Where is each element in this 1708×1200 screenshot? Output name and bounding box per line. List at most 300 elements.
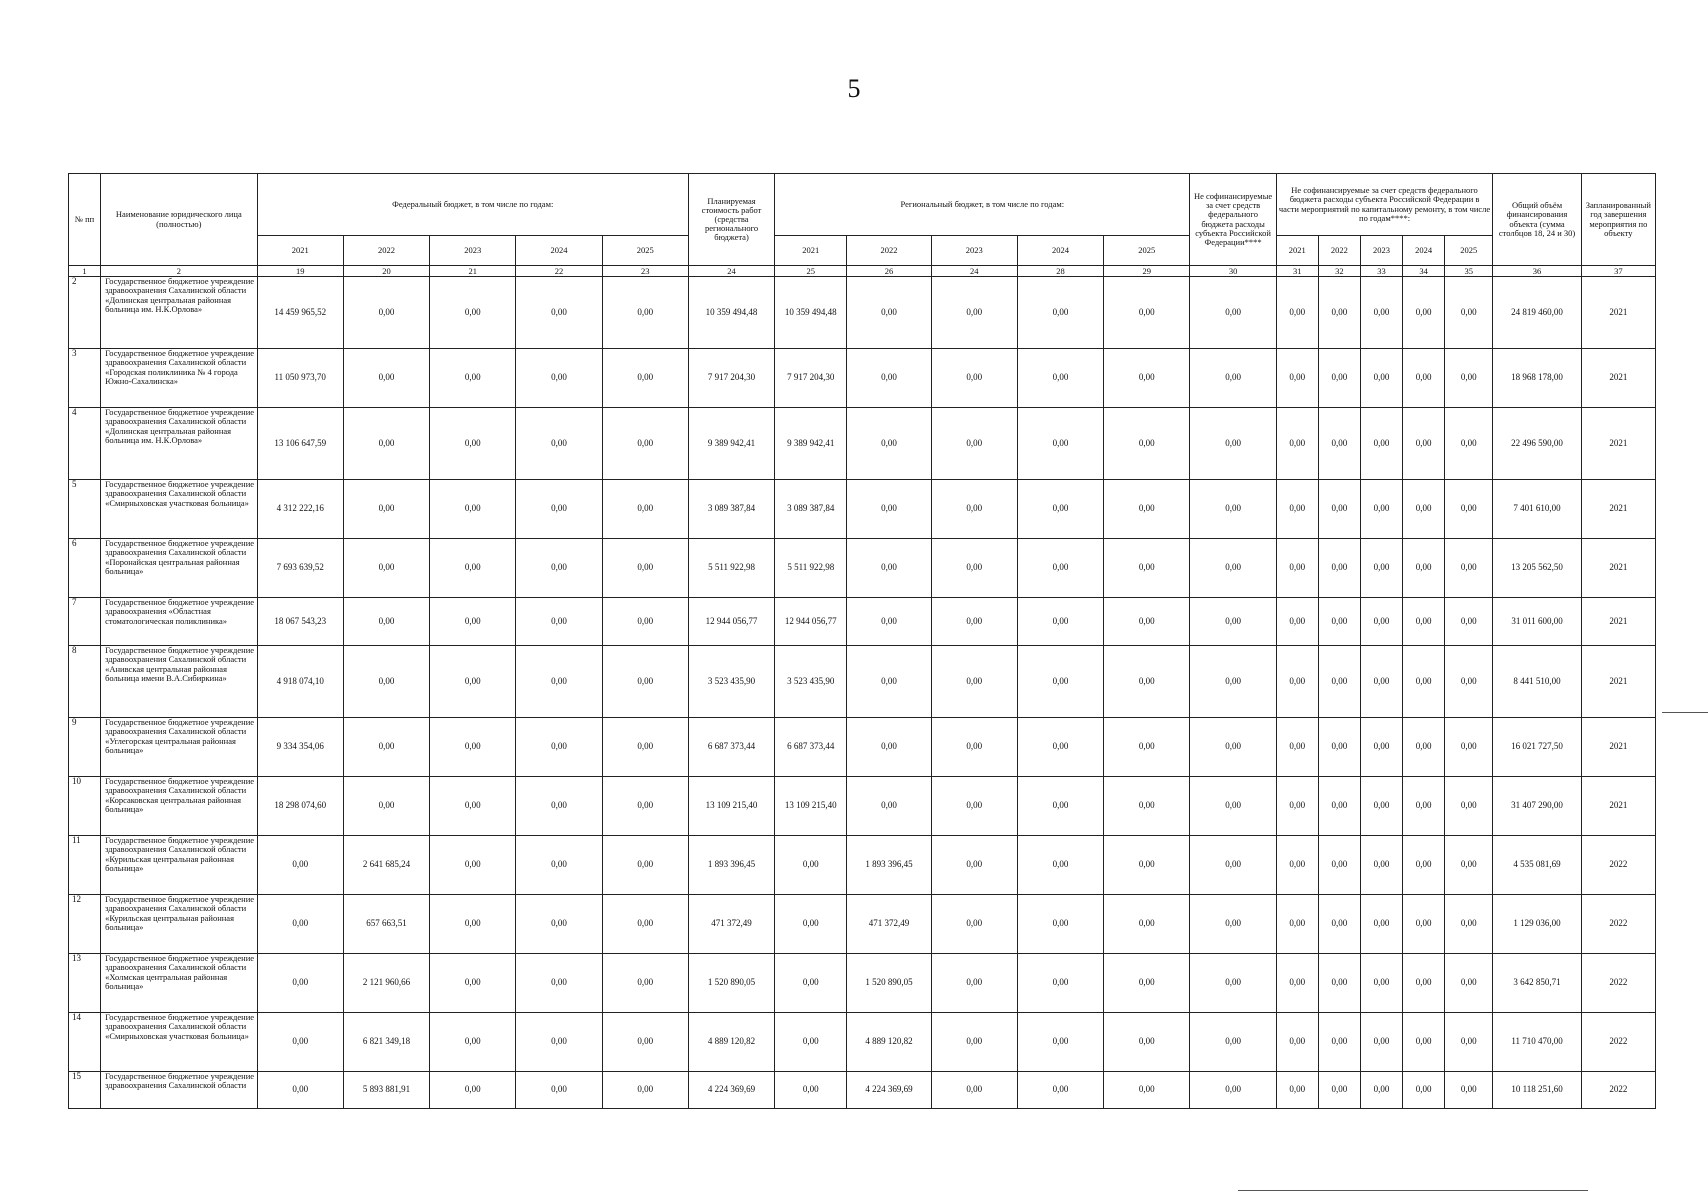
value-cell: 0,00 xyxy=(602,836,688,895)
value-cell: 0,00 xyxy=(516,718,602,777)
value-cell: 0,00 xyxy=(516,480,602,539)
value-cell: 0,00 xyxy=(1445,408,1493,480)
value-cell: 471 372,49 xyxy=(847,895,931,954)
value-cell: 0,00 xyxy=(602,777,688,836)
column-number-cell: 36 xyxy=(1493,266,1581,277)
budget-table xyxy=(68,173,1656,1109)
value-cell: 0,00 xyxy=(1403,646,1445,718)
value-cell: 0,00 xyxy=(343,349,429,408)
value-cell: 7 917 204,30 xyxy=(688,349,774,408)
budget-table-sheet xyxy=(68,173,1656,1109)
value-cell: 2 121 960,66 xyxy=(343,954,429,1013)
row-number: 6 xyxy=(69,539,101,598)
value-cell: 0,00 xyxy=(1017,954,1103,1013)
value-cell: 0,00 xyxy=(931,408,1017,480)
column-number-cell: 33 xyxy=(1360,266,1402,277)
header-year: 2022 xyxy=(1318,236,1360,266)
value-cell: 0,00 xyxy=(1017,718,1103,777)
value-cell: 0,00 xyxy=(1190,598,1276,646)
value-cell: 0,00 xyxy=(343,277,429,349)
value-cell: 0,00 xyxy=(1017,349,1103,408)
header-year: 2022 xyxy=(343,236,429,266)
value-cell: 4 889 120,82 xyxy=(688,1013,774,1072)
value-cell: 0,00 xyxy=(1276,408,1318,480)
value-cell: 18 298 074,60 xyxy=(257,777,343,836)
value-cell: 3 523 435,90 xyxy=(775,646,847,718)
value-cell: 0,00 xyxy=(516,598,602,646)
page-number: 5 xyxy=(847,74,861,103)
value-cell: 0,00 xyxy=(1276,277,1318,349)
column-number-cell: 30 xyxy=(1190,266,1276,277)
header-legal-entity-name: Наименование юридического лица (полностью) xyxy=(101,174,257,266)
value-cell: 0,00 xyxy=(931,718,1017,777)
value-cell: 8 441 510,00 xyxy=(1493,646,1581,718)
value-cell: 0,00 xyxy=(931,277,1017,349)
value-cell: 0,00 xyxy=(602,1013,688,1072)
value-cell: 0,00 xyxy=(931,777,1017,836)
value-cell: 0,00 xyxy=(931,836,1017,895)
value-cell: 0,00 xyxy=(1403,480,1445,539)
value-cell: 0,00 xyxy=(847,349,931,408)
value-cell: 6 821 349,18 xyxy=(343,1013,429,1072)
value-cell: 0,00 xyxy=(1190,349,1276,408)
value-cell: 0,00 xyxy=(1360,480,1402,539)
value-cell: 2 641 685,24 xyxy=(343,836,429,895)
value-cell: 0,00 xyxy=(343,598,429,646)
value-cell: 9 334 354,06 xyxy=(257,718,343,777)
value-cell: 0,00 xyxy=(257,836,343,895)
value-cell: 0,00 xyxy=(1276,646,1318,718)
value-cell: 0,00 xyxy=(1445,349,1493,408)
legal-entity-name: Государственное бюджетное учреждение здравоохранения Сахалинской области «Курильская центральная районная больница» xyxy=(101,836,257,895)
value-cell: 0,00 xyxy=(602,646,688,718)
value-cell: 0,00 xyxy=(430,408,516,480)
value-cell: 2022 xyxy=(1581,954,1655,1013)
legal-entity-name: Государственное бюджетное учреждение здравоохранения Сахалинской области «Поронайская центральная районная больница» xyxy=(101,539,257,598)
value-cell: 0,00 xyxy=(1445,895,1493,954)
value-cell: 0,00 xyxy=(1104,1072,1190,1109)
value-cell: 0,00 xyxy=(847,277,931,349)
value-cell: 0,00 xyxy=(1190,954,1276,1013)
value-cell: 0,00 xyxy=(847,480,931,539)
column-number-cell: 35 xyxy=(1445,266,1493,277)
value-cell: 0,00 xyxy=(847,408,931,480)
table-row xyxy=(69,895,1656,954)
column-number-cell: 26 xyxy=(847,266,931,277)
value-cell: 0,00 xyxy=(1190,895,1276,954)
header-planned-cost: Планируемая стоимость работ (средства регионального бюджета) xyxy=(688,174,774,266)
value-cell: 9 389 942,41 xyxy=(688,408,774,480)
value-cell: 0,00 xyxy=(257,1013,343,1072)
value-cell: 0,00 xyxy=(931,895,1017,954)
value-cell: 0,00 xyxy=(1190,277,1276,349)
value-cell: 6 687 373,44 xyxy=(775,718,847,777)
value-cell: 0,00 xyxy=(931,539,1017,598)
value-cell: 0,00 xyxy=(1104,539,1190,598)
value-cell: 0,00 xyxy=(516,1013,602,1072)
header-non-cofinanced: Не софинансируемые за счет средств федерального бюджета расходы субъекта Российской Федерации**** xyxy=(1190,174,1276,266)
value-cell: 0,00 xyxy=(1276,954,1318,1013)
value-cell: 0,00 xyxy=(1104,598,1190,646)
value-cell: 0,00 xyxy=(1318,954,1360,1013)
value-cell: 0,00 xyxy=(1360,895,1402,954)
value-cell: 0,00 xyxy=(1445,954,1493,1013)
header-planned-completion-year: Запланированный год завершения мероприятия по объекту xyxy=(1581,174,1655,266)
value-cell: 0,00 xyxy=(1276,895,1318,954)
value-cell: 0,00 xyxy=(430,718,516,777)
value-cell: 1 520 890,05 xyxy=(688,954,774,1013)
value-cell: 2021 xyxy=(1581,718,1655,777)
table-row xyxy=(69,1072,1656,1109)
value-cell: 0,00 xyxy=(1276,539,1318,598)
value-cell: 0,00 xyxy=(931,646,1017,718)
value-cell: 0,00 xyxy=(1104,777,1190,836)
value-cell: 0,00 xyxy=(257,1072,343,1109)
value-cell: 0,00 xyxy=(1445,646,1493,718)
value-cell: 14 459 965,52 xyxy=(257,277,343,349)
value-cell: 0,00 xyxy=(516,349,602,408)
legal-entity-name: Государственное бюджетное учреждение здравоохранения Сахалинской области «Смирныховская участковая больница» xyxy=(101,480,257,539)
value-cell: 0,00 xyxy=(1017,480,1103,539)
value-cell: 0,00 xyxy=(1318,777,1360,836)
value-cell: 0,00 xyxy=(430,1072,516,1109)
value-cell: 9 389 942,41 xyxy=(775,408,847,480)
value-cell: 10 118 251,60 xyxy=(1493,1072,1581,1109)
header-year: 2021 xyxy=(1276,236,1318,266)
value-cell: 0,00 xyxy=(1104,349,1190,408)
row-number: 11 xyxy=(69,836,101,895)
value-cell: 0,00 xyxy=(1360,598,1402,646)
value-cell: 0,00 xyxy=(516,777,602,836)
value-cell: 0,00 xyxy=(1360,539,1402,598)
value-cell: 0,00 xyxy=(602,277,688,349)
value-cell: 0,00 xyxy=(1190,646,1276,718)
value-cell: 0,00 xyxy=(847,777,931,836)
value-cell: 0,00 xyxy=(1104,836,1190,895)
header-non-cofinanced-by-year: Не софинансируемые за счет средств федерального бюджета расходы субъекта Российской Федерации в части мероприятий по капитальному ремонту, в том числе по годам****: xyxy=(1276,174,1493,236)
value-cell: 0,00 xyxy=(1276,1013,1318,1072)
value-cell: 0,00 xyxy=(1104,646,1190,718)
value-cell: 0,00 xyxy=(1190,777,1276,836)
value-cell: 0,00 xyxy=(1403,954,1445,1013)
value-cell: 0,00 xyxy=(1017,408,1103,480)
table-body xyxy=(69,277,1656,1109)
column-number-cell: 28 xyxy=(1017,266,1103,277)
value-cell: 0,00 xyxy=(1318,408,1360,480)
table-row xyxy=(69,349,1656,408)
table-row xyxy=(69,718,1656,777)
value-cell: 0,00 xyxy=(775,954,847,1013)
column-number-cell: 32 xyxy=(1318,266,1360,277)
value-cell: 0,00 xyxy=(516,895,602,954)
value-cell: 0,00 xyxy=(602,895,688,954)
value-cell: 0,00 xyxy=(343,539,429,598)
value-cell: 471 372,49 xyxy=(688,895,774,954)
value-cell: 24 819 460,00 xyxy=(1493,277,1581,349)
value-cell: 0,00 xyxy=(1360,1013,1402,1072)
value-cell: 0,00 xyxy=(1403,277,1445,349)
value-cell: 7 401 610,00 xyxy=(1493,480,1581,539)
table-row xyxy=(69,598,1656,646)
header-number: № пп xyxy=(69,174,101,266)
value-cell: 13 205 562,50 xyxy=(1493,539,1581,598)
value-cell: 31 407 290,00 xyxy=(1493,777,1581,836)
value-cell: 0,00 xyxy=(931,598,1017,646)
value-cell: 0,00 xyxy=(1017,598,1103,646)
value-cell: 0,00 xyxy=(1190,1072,1276,1109)
value-cell: 0,00 xyxy=(775,836,847,895)
table-row xyxy=(69,954,1656,1013)
value-cell: 0,00 xyxy=(1445,598,1493,646)
value-cell: 0,00 xyxy=(1276,598,1318,646)
value-cell: 2021 xyxy=(1581,777,1655,836)
value-cell: 31 011 600,00 xyxy=(1493,598,1581,646)
column-number-cell: 2 xyxy=(101,266,257,277)
value-cell: 0,00 xyxy=(343,408,429,480)
value-cell: 0,00 xyxy=(1318,718,1360,777)
value-cell: 0,00 xyxy=(1017,539,1103,598)
value-cell: 0,00 xyxy=(1445,539,1493,598)
value-cell: 0,00 xyxy=(1445,777,1493,836)
header-year: 2022 xyxy=(847,236,931,266)
value-cell: 18 067 543,23 xyxy=(257,598,343,646)
header-year: 2021 xyxy=(257,236,343,266)
value-cell: 0,00 xyxy=(1276,777,1318,836)
value-cell: 0,00 xyxy=(1017,1072,1103,1109)
value-cell: 0,00 xyxy=(1445,836,1493,895)
value-cell: 2022 xyxy=(1581,895,1655,954)
value-cell: 0,00 xyxy=(1276,349,1318,408)
value-cell: 6 687 373,44 xyxy=(688,718,774,777)
row-number: 5 xyxy=(69,480,101,539)
row-number: 13 xyxy=(69,954,101,1013)
header-federal-budget: Федеральный бюджет, в том числе по годам: xyxy=(257,174,688,236)
value-cell: 0,00 xyxy=(516,539,602,598)
value-cell: 0,00 xyxy=(1104,895,1190,954)
value-cell: 0,00 xyxy=(1017,777,1103,836)
value-cell: 0,00 xyxy=(1360,718,1402,777)
header-year: 2024 xyxy=(516,236,602,266)
value-cell: 0,00 xyxy=(1360,1072,1402,1109)
table-row xyxy=(69,836,1656,895)
column-number-cell: 34 xyxy=(1403,266,1445,277)
legal-entity-name: Государственное бюджетное учреждение здравоохранения Сахалинской области «Долинская центральная районная больница им. Н.К.Орлова» xyxy=(101,408,257,480)
column-number-cell: 31 xyxy=(1276,266,1318,277)
value-cell: 0,00 xyxy=(602,598,688,646)
value-cell: 13 106 647,59 xyxy=(257,408,343,480)
value-cell: 0,00 xyxy=(1190,836,1276,895)
value-cell: 0,00 xyxy=(1403,598,1445,646)
value-cell: 1 893 396,45 xyxy=(688,836,774,895)
value-cell: 0,00 xyxy=(1318,539,1360,598)
value-cell: 0,00 xyxy=(1360,954,1402,1013)
column-number-cell: 1 xyxy=(69,266,101,277)
value-cell: 0,00 xyxy=(1318,895,1360,954)
value-cell: 0,00 xyxy=(430,277,516,349)
value-cell: 0,00 xyxy=(1104,277,1190,349)
header-year: 2025 xyxy=(602,236,688,266)
value-cell: 0,00 xyxy=(1403,718,1445,777)
value-cell: 0,00 xyxy=(1403,895,1445,954)
value-cell: 0,00 xyxy=(1403,1072,1445,1109)
column-number-cell: 19 xyxy=(257,266,343,277)
value-cell: 2021 xyxy=(1581,408,1655,480)
value-cell: 0,00 xyxy=(1190,1013,1276,1072)
value-cell: 1 520 890,05 xyxy=(847,954,931,1013)
scan-artifact-line xyxy=(1662,712,1708,713)
value-cell: 12 944 056,77 xyxy=(775,598,847,646)
header-total-volume: Общий объём финансирования объекта (сумма столбцов 18, 24 и 30) xyxy=(1493,174,1581,266)
value-cell: 0,00 xyxy=(602,480,688,539)
value-cell: 0,00 xyxy=(1190,718,1276,777)
value-cell: 2021 xyxy=(1581,539,1655,598)
value-cell: 7 693 639,52 xyxy=(257,539,343,598)
table-row xyxy=(69,646,1656,718)
value-cell: 0,00 xyxy=(516,277,602,349)
value-cell: 0,00 xyxy=(1360,408,1402,480)
column-number-cell: 23 xyxy=(602,266,688,277)
legal-entity-name: Государственное бюджетное учреждение здравоохранения Сахалинской области xyxy=(101,1072,257,1109)
value-cell: 0,00 xyxy=(1104,718,1190,777)
value-cell: 0,00 xyxy=(430,1013,516,1072)
row-number: 14 xyxy=(69,1013,101,1072)
value-cell: 0,00 xyxy=(1276,1072,1318,1109)
value-cell: 0,00 xyxy=(1318,349,1360,408)
row-number: 3 xyxy=(69,349,101,408)
value-cell: 0,00 xyxy=(1403,836,1445,895)
value-cell: 2022 xyxy=(1581,836,1655,895)
value-cell: 0,00 xyxy=(1318,480,1360,539)
value-cell: 12 944 056,77 xyxy=(688,598,774,646)
value-cell: 0,00 xyxy=(602,408,688,480)
value-cell: 0,00 xyxy=(1403,349,1445,408)
value-cell: 0,00 xyxy=(1017,277,1103,349)
value-cell: 0,00 xyxy=(430,954,516,1013)
value-cell: 22 496 590,00 xyxy=(1493,408,1581,480)
value-cell: 5 893 881,91 xyxy=(343,1072,429,1109)
value-cell: 0,00 xyxy=(343,480,429,539)
value-cell: 0,00 xyxy=(430,836,516,895)
header-year: 2021 xyxy=(775,236,847,266)
row-number: 10 xyxy=(69,777,101,836)
table-row xyxy=(69,277,1656,349)
table-row xyxy=(69,1013,1656,1072)
legal-entity-name: Государственное бюджетное учреждение здравоохранения Сахалинской области «Корсаковская центральная районная больница» xyxy=(101,777,257,836)
value-cell: 0,00 xyxy=(1318,646,1360,718)
value-cell: 0,00 xyxy=(516,836,602,895)
value-cell: 0,00 xyxy=(602,539,688,598)
value-cell: 0,00 xyxy=(1360,349,1402,408)
table-row xyxy=(69,539,1656,598)
value-cell: 3 089 387,84 xyxy=(688,480,774,539)
value-cell: 3 089 387,84 xyxy=(775,480,847,539)
value-cell: 2021 xyxy=(1581,646,1655,718)
value-cell: 0,00 xyxy=(847,598,931,646)
header-year: 2023 xyxy=(430,236,516,266)
value-cell: 4 918 074,10 xyxy=(257,646,343,718)
value-cell: 0,00 xyxy=(1318,836,1360,895)
value-cell: 0,00 xyxy=(1445,1072,1493,1109)
value-cell: 2021 xyxy=(1581,480,1655,539)
value-cell: 0,00 xyxy=(1104,1013,1190,1072)
value-cell: 0,00 xyxy=(430,895,516,954)
value-cell: 0,00 xyxy=(775,895,847,954)
value-cell: 7 917 204,30 xyxy=(775,349,847,408)
value-cell: 0,00 xyxy=(931,954,1017,1013)
value-cell: 2022 xyxy=(1581,1072,1655,1109)
value-cell: 0,00 xyxy=(931,1072,1017,1109)
value-cell: 2022 xyxy=(1581,1013,1655,1072)
value-cell: 0,00 xyxy=(931,1013,1017,1072)
value-cell: 18 968 178,00 xyxy=(1493,349,1581,408)
value-cell: 0,00 xyxy=(1318,1013,1360,1072)
value-cell: 0,00 xyxy=(1445,1013,1493,1072)
value-cell: 0,00 xyxy=(430,598,516,646)
table-row xyxy=(69,480,1656,539)
value-cell: 0,00 xyxy=(1190,480,1276,539)
legal-entity-name: Государственное бюджетное учреждение здравоохранения Сахалинской области «Долинская центральная районная больница им. Н.К.Орлова» xyxy=(101,277,257,349)
column-number-cell: 20 xyxy=(343,266,429,277)
row-number: 8 xyxy=(69,646,101,718)
value-cell: 11 050 973,70 xyxy=(257,349,343,408)
value-cell: 0,00 xyxy=(1017,836,1103,895)
value-cell: 0,00 xyxy=(257,895,343,954)
value-cell: 13 109 215,40 xyxy=(775,777,847,836)
header-year: 2023 xyxy=(931,236,1017,266)
value-cell: 0,00 xyxy=(516,954,602,1013)
value-cell: 4 224 369,69 xyxy=(847,1072,931,1109)
value-cell: 0,00 xyxy=(1276,836,1318,895)
value-cell: 0,00 xyxy=(1104,954,1190,1013)
value-cell: 0,00 xyxy=(1318,277,1360,349)
value-cell: 10 359 494,48 xyxy=(688,277,774,349)
table-row xyxy=(69,777,1656,836)
value-cell: 4 224 369,69 xyxy=(688,1072,774,1109)
value-cell: 0,00 xyxy=(847,539,931,598)
row-number: 7 xyxy=(69,598,101,646)
value-cell: 0,00 xyxy=(602,718,688,777)
value-cell: 0,00 xyxy=(1403,777,1445,836)
value-cell: 657 663,51 xyxy=(343,895,429,954)
value-cell: 0,00 xyxy=(1360,277,1402,349)
header-year: 2024 xyxy=(1017,236,1103,266)
scan-artifact-line xyxy=(1238,1190,1588,1191)
column-number-cell: 22 xyxy=(516,266,602,277)
value-cell: 0,00 xyxy=(602,1072,688,1109)
column-number-cell: 21 xyxy=(430,266,516,277)
value-cell: 0,00 xyxy=(1403,539,1445,598)
value-cell: 0,00 xyxy=(516,1072,602,1109)
value-cell: 0,00 xyxy=(1017,1013,1103,1072)
value-cell: 0,00 xyxy=(343,646,429,718)
value-cell: 0,00 xyxy=(430,539,516,598)
value-cell: 0,00 xyxy=(1190,408,1276,480)
value-cell: 0,00 xyxy=(1318,1072,1360,1109)
column-number-cell: 24 xyxy=(931,266,1017,277)
value-cell: 0,00 xyxy=(516,646,602,718)
header-year: 2024 xyxy=(1403,236,1445,266)
row-number: 4 xyxy=(69,408,101,480)
value-cell: 0,00 xyxy=(931,349,1017,408)
value-cell: 16 021 727,50 xyxy=(1493,718,1581,777)
value-cell: 0,00 xyxy=(775,1013,847,1072)
value-cell: 0,00 xyxy=(430,480,516,539)
column-number-cell: 24 xyxy=(688,266,774,277)
value-cell: 3 642 850,71 xyxy=(1493,954,1581,1013)
value-cell: 0,00 xyxy=(602,349,688,408)
table-row xyxy=(69,408,1656,480)
value-cell: 1 129 036,00 xyxy=(1493,895,1581,954)
